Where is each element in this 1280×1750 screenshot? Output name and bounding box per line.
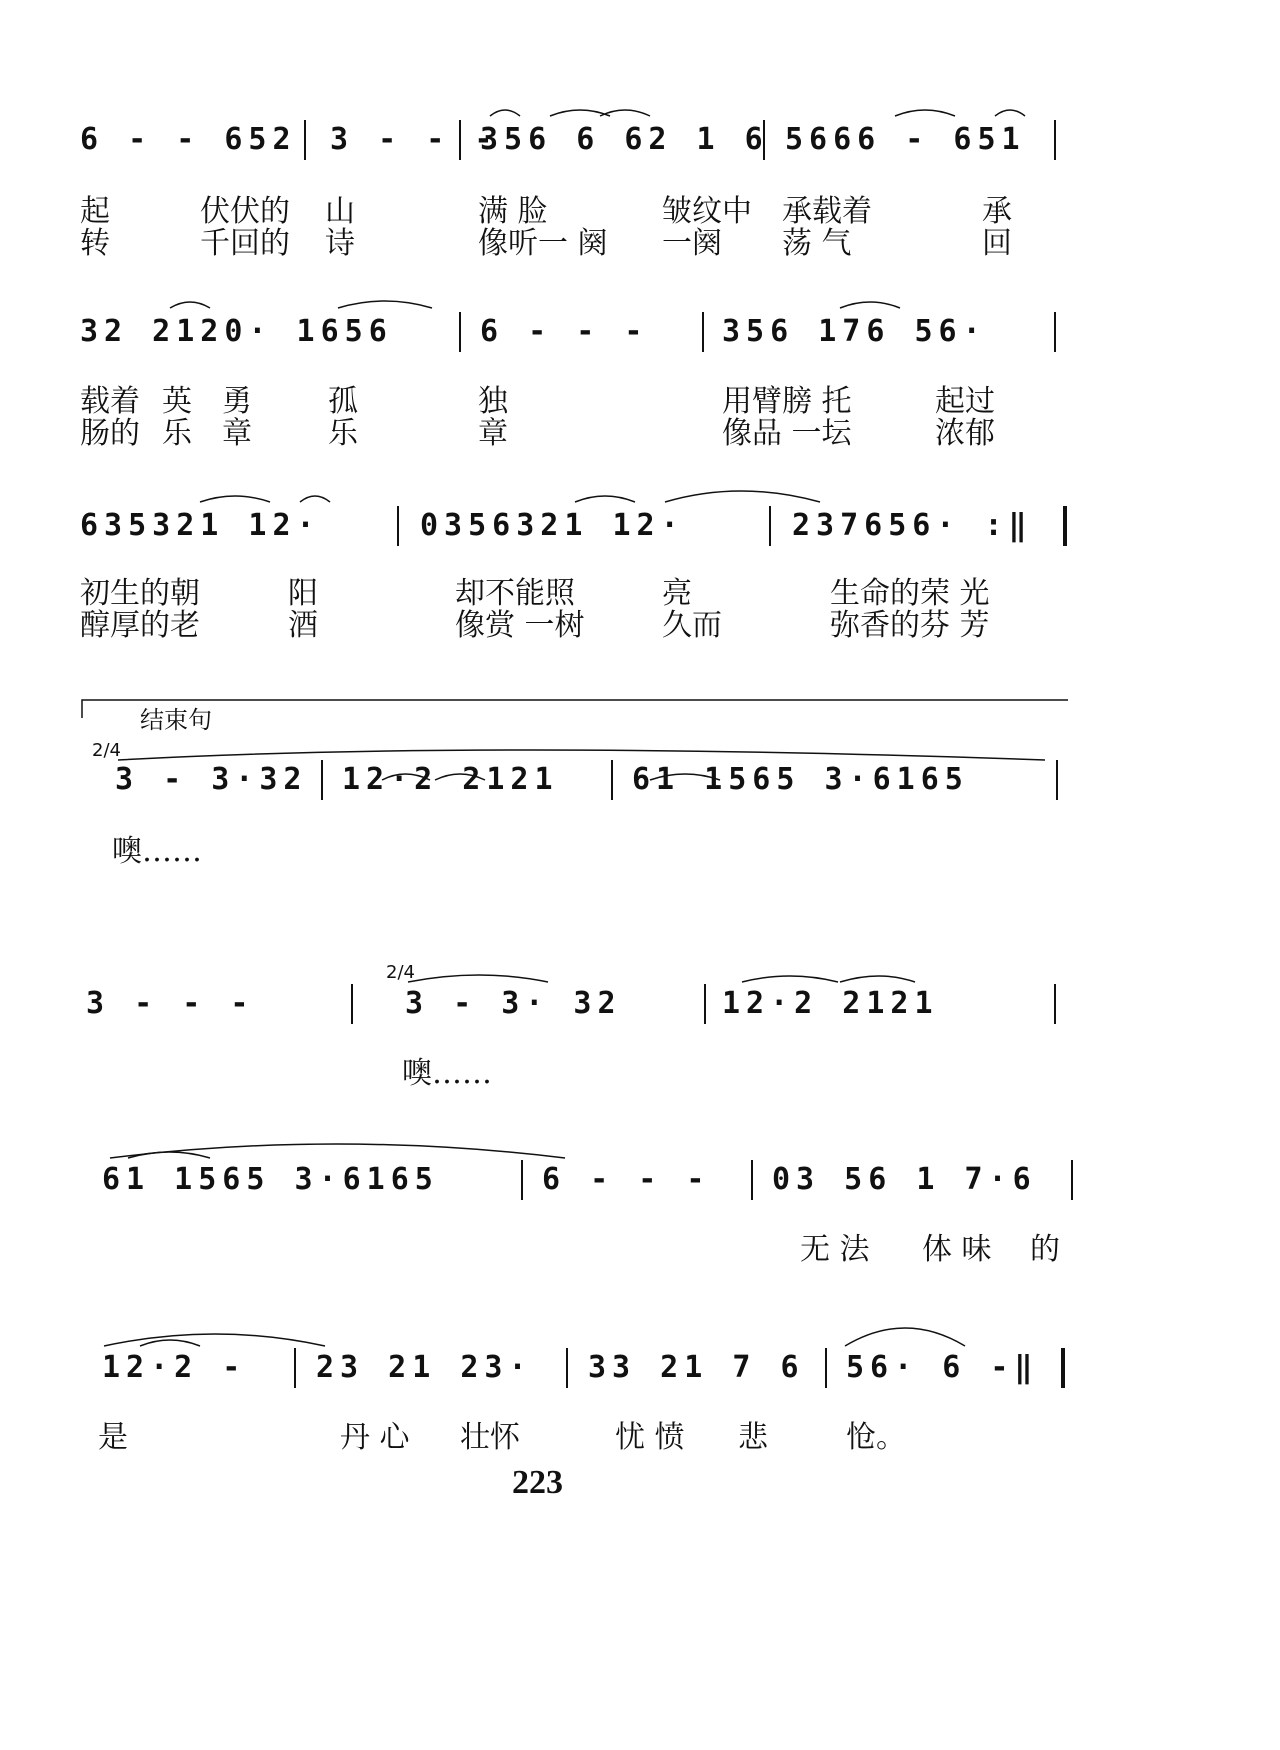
lyric: 承	[982, 194, 1012, 229]
lyric: 诗	[325, 226, 355, 261]
lyric: 载着	[80, 384, 140, 419]
lyric: 怆。	[846, 1420, 906, 1455]
lyric: 弥香的芬 芳	[830, 608, 990, 643]
lyric: 丹 心	[340, 1420, 410, 1455]
measure-notes: 33 21 7 6	[588, 1350, 805, 1385]
lyric: 壮怀	[460, 1420, 520, 1455]
measure-notes: 635321 12·	[80, 508, 321, 543]
lyric: 像赏 一树	[455, 608, 585, 643]
lyric: 悲	[738, 1420, 768, 1455]
measure-notes: 6 - - -	[542, 1162, 711, 1197]
measure-notes: 356 176 56·	[722, 314, 987, 349]
lyric: 却不能照	[455, 576, 575, 611]
lyric: 乐	[162, 416, 192, 451]
measure-notes: 56· 6 -‖	[846, 1350, 1039, 1385]
ending-bracket	[82, 700, 1068, 718]
lyric: 独	[478, 384, 508, 419]
lyric: 荡 气	[782, 226, 852, 261]
measure-notes: 32 2120· 1656	[80, 314, 393, 349]
measure-notes: 3 - 3· 32	[405, 986, 622, 1021]
lyric: 英	[162, 384, 192, 419]
lyric: 伏伏的	[200, 194, 290, 229]
page-number: 223	[512, 1464, 563, 1501]
lyric: 体 味	[922, 1232, 992, 1267]
measure-notes: 0356321 12·	[420, 508, 685, 543]
lyric: 亮	[662, 576, 692, 611]
measure-notes: 3 - - -	[86, 986, 255, 1021]
lyric: 章	[222, 416, 252, 451]
lyric: 起	[80, 194, 110, 229]
slur-marks	[104, 110, 1045, 1346]
lyric: 章	[478, 416, 508, 451]
measure-notes: 6 - - 652	[80, 122, 297, 157]
meter-marking: 2/4	[386, 962, 415, 983]
lyric: 是	[98, 1420, 128, 1455]
measure-notes: 61 1565 3·6165	[632, 762, 969, 797]
measure-notes: 237656· :‖	[792, 508, 1033, 543]
lyric: 无 法	[800, 1232, 870, 1267]
lyric: 像听一 阕	[478, 226, 608, 261]
lyric: 噢……	[112, 834, 202, 869]
lyric: 噢……	[402, 1056, 492, 1091]
measure-notes: 356 6 62 1 6	[480, 122, 769, 157]
lyric: 忧 愤	[615, 1420, 685, 1455]
measure-notes: 12·2 -	[102, 1350, 247, 1385]
lyric: 满 脸	[478, 194, 548, 229]
bar-lines	[295, 120, 1072, 1388]
lyric: 乐	[328, 416, 358, 451]
measure-notes: 3 - - -	[330, 122, 499, 157]
measure-notes: 6 - - -	[480, 314, 649, 349]
lyric: 初生的朝	[80, 576, 200, 611]
meter-marking: 2/4	[92, 740, 121, 761]
lyric: 久而	[662, 608, 722, 643]
ending-label: 结束句	[140, 706, 212, 734]
lyric: 勇	[222, 384, 252, 419]
lyric: 千回的	[200, 226, 290, 261]
measure-notes: 5666 - 651	[785, 122, 1026, 157]
lyric: 的	[1030, 1232, 1060, 1267]
lyric: 生命的荣 光	[830, 576, 990, 611]
measure-notes: 23 21 23·	[316, 1350, 533, 1385]
lyric: 一阕	[662, 226, 722, 261]
lyric: 转	[80, 226, 110, 261]
measure-notes: 61 1565 3·6165	[102, 1162, 439, 1197]
measure-notes: 12·2 2121	[342, 762, 559, 797]
lyric: 起过	[935, 384, 995, 419]
lyric: 酒	[288, 608, 318, 643]
lyric: 皱纹中	[662, 194, 752, 229]
measure-notes: 3 - 3·32	[115, 762, 308, 797]
lyric: 肠的	[80, 416, 140, 451]
lyric: 孤	[328, 384, 358, 419]
lyric: 阳	[288, 576, 318, 611]
lyric: 像品 一坛	[722, 416, 852, 451]
lyric: 承载着	[782, 194, 872, 229]
lyric: 山	[325, 194, 355, 229]
lyric: 回	[982, 226, 1012, 261]
lyric: 醇厚的老	[80, 608, 200, 643]
measure-notes: 03 56 1 7·6	[772, 1162, 1037, 1197]
measure-notes: 12·2 2121	[722, 986, 939, 1021]
lyric: 浓郁	[935, 416, 995, 451]
lyric: 用臂膀 托	[722, 384, 852, 419]
